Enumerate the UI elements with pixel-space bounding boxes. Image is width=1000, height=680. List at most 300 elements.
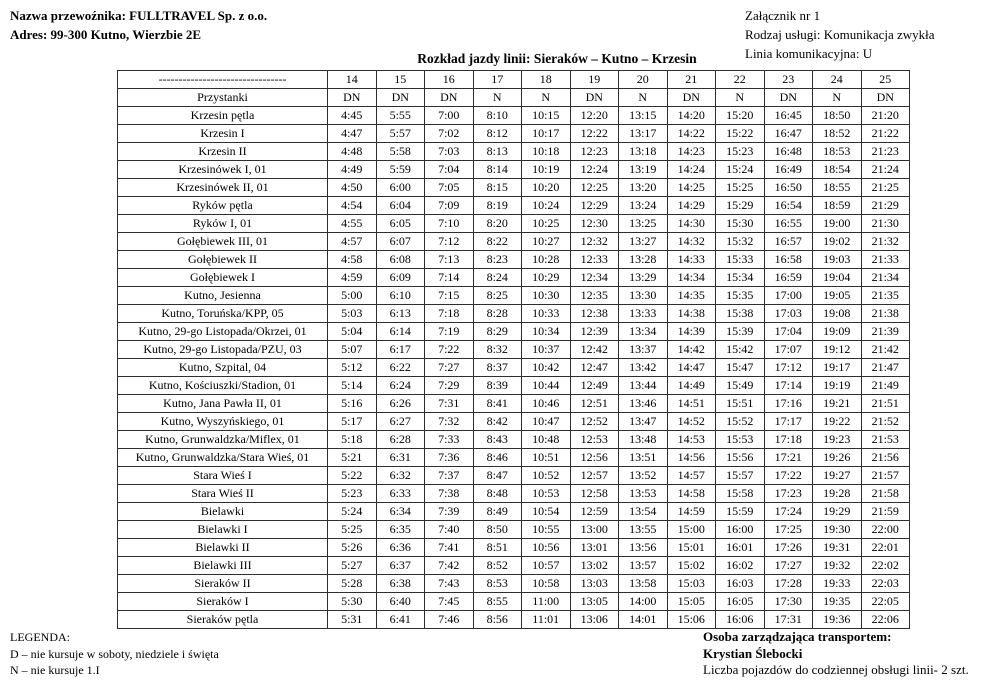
timetable-row — [118, 233, 910, 251]
time-cell: 14:53 — [667, 431, 716, 449]
time-cell: 6:35 — [376, 521, 425, 539]
time-cell: 21:56 — [861, 449, 910, 467]
time-cell: 8:42 — [473, 413, 522, 431]
time-cell: 10:28 — [522, 251, 571, 269]
time-cell: 22:00 — [861, 521, 910, 539]
time-cell: 6:32 — [376, 467, 425, 485]
time-cell: 17:22 — [764, 467, 813, 485]
timetable-row — [118, 269, 910, 287]
time-cell: 15:24 — [716, 161, 765, 179]
time-cell: 6:24 — [376, 377, 425, 395]
time-cell: 6:38 — [376, 575, 425, 593]
time-cell: 6:37 — [376, 557, 425, 575]
time-cell: 5:24 — [328, 503, 377, 521]
time-cell: 8:25 — [473, 287, 522, 305]
stop-name-cell: Bielawki — [118, 503, 328, 521]
time-cell: 21:57 — [861, 467, 910, 485]
timetable-row — [118, 521, 910, 539]
time-cell: 19:03 — [813, 251, 862, 269]
time-cell: 12:57 — [570, 467, 619, 485]
timetable-row — [118, 395, 910, 413]
time-cell: 15:32 — [716, 233, 765, 251]
time-cell: 12:34 — [570, 269, 619, 287]
time-cell: 19:29 — [813, 503, 862, 521]
time-cell: 7:32 — [425, 413, 474, 431]
time-cell: 14:29 — [667, 197, 716, 215]
time-cell: 15:59 — [716, 503, 765, 521]
time-cell: 12:53 — [570, 431, 619, 449]
time-cell: 14:32 — [667, 233, 716, 251]
course-number-cell: 15 — [376, 71, 425, 89]
time-cell: 22:03 — [861, 575, 910, 593]
day-code-cell: DN — [570, 89, 619, 107]
timetable-row — [118, 305, 910, 323]
time-cell: 10:24 — [522, 197, 571, 215]
manager-name: Krystian Ślebocki — [703, 645, 803, 661]
time-cell: 21:42 — [861, 341, 910, 359]
time-cell: 13:01 — [570, 539, 619, 557]
time-cell: 15:22 — [716, 125, 765, 143]
time-cell: 15:34 — [716, 269, 765, 287]
day-code-cell: DN — [425, 89, 474, 107]
time-cell: 19:28 — [813, 485, 862, 503]
time-cell: 14:22 — [667, 125, 716, 143]
time-cell: 19:35 — [813, 593, 862, 611]
time-cell: 21:58 — [861, 485, 910, 503]
timetable-row — [118, 323, 910, 341]
time-cell: 15:35 — [716, 287, 765, 305]
time-cell: 12:39 — [570, 323, 619, 341]
time-cell: 10:52 — [522, 467, 571, 485]
time-cell: 15:52 — [716, 413, 765, 431]
time-cell: 13:58 — [619, 575, 668, 593]
stop-name-cell: Krzesinówek II, 01 — [118, 179, 328, 197]
time-cell: 15:20 — [716, 107, 765, 125]
time-cell: 16:45 — [764, 107, 813, 125]
time-cell: 5:00 — [328, 287, 377, 305]
stops-header-cell: Przystanki — [118, 89, 328, 107]
time-cell: 13:24 — [619, 197, 668, 215]
service-type-label: Rodzaj usługi: Komunikacja zwykła — [745, 27, 935, 42]
time-cell: 14:59 — [667, 503, 716, 521]
time-cell: 15:56 — [716, 449, 765, 467]
stop-name-cell: Krzesin I — [118, 125, 328, 143]
time-cell: 5:07 — [328, 341, 377, 359]
time-cell: 5:30 — [328, 593, 377, 611]
time-cell: 14:42 — [667, 341, 716, 359]
time-cell: 15:02 — [667, 557, 716, 575]
time-cell: 8:19 — [473, 197, 522, 215]
carrier-address: Adres: 99-300 Kutno, Wierzbie 2E — [10, 27, 202, 42]
time-cell: 8:47 — [473, 467, 522, 485]
timetable-row — [118, 557, 910, 575]
time-cell: 15:29 — [716, 197, 765, 215]
manager-label: Osoba zarządzająca transportem: — [703, 629, 892, 644]
time-cell: 21:22 — [861, 125, 910, 143]
time-cell: 18:55 — [813, 179, 862, 197]
time-cell: 13:33 — [619, 305, 668, 323]
time-cell: 15:58 — [716, 485, 765, 503]
course-number-cell: 22 — [716, 71, 765, 89]
time-cell: 8:12 — [473, 125, 522, 143]
time-cell: 19:05 — [813, 287, 862, 305]
time-cell: 7:37 — [425, 467, 474, 485]
attachment-label: Załącznik nr 1 — [745, 8, 821, 23]
time-cell: 12:30 — [570, 215, 619, 233]
timetable-row — [118, 449, 910, 467]
time-cell: 8:39 — [473, 377, 522, 395]
time-cell: 10:33 — [522, 305, 571, 323]
time-cell: 6:28 — [376, 431, 425, 449]
time-cell: 10:18 — [522, 143, 571, 161]
time-cell: 8:13 — [473, 143, 522, 161]
time-cell: 13:05 — [570, 593, 619, 611]
time-cell: 12:56 — [570, 449, 619, 467]
time-cell: 8:49 — [473, 503, 522, 521]
time-cell: 16:54 — [764, 197, 813, 215]
day-code-cell: N — [473, 89, 522, 107]
time-cell: 17:12 — [764, 359, 813, 377]
time-cell: 4:57 — [328, 233, 377, 251]
time-cell: 6:26 — [376, 395, 425, 413]
stop-name-cell: Krzesin pętla — [118, 107, 328, 125]
time-cell: 7:38 — [425, 485, 474, 503]
time-cell: 21:52 — [861, 413, 910, 431]
time-cell: 6:33 — [376, 485, 425, 503]
time-cell: 17:18 — [764, 431, 813, 449]
stop-name-cell: Sieraków I — [118, 593, 328, 611]
stop-name-cell: Kutno, Jana Pawła II, 01 — [118, 395, 328, 413]
time-cell: 15:47 — [716, 359, 765, 377]
stop-name-cell: Kutno, Wyszyńskiego, 01 — [118, 413, 328, 431]
timetable-row — [118, 593, 910, 611]
time-cell: 17:17 — [764, 413, 813, 431]
time-cell: 15:00 — [667, 521, 716, 539]
time-cell: 12:33 — [570, 251, 619, 269]
time-cell: 12:51 — [570, 395, 619, 413]
time-cell: 15:42 — [716, 341, 765, 359]
stop-name-cell: Kutno, Grunwaldzka/Stara Wieś, 01 — [118, 449, 328, 467]
time-cell: 13:00 — [570, 521, 619, 539]
time-cell: 13:46 — [619, 395, 668, 413]
time-cell: 13:52 — [619, 467, 668, 485]
time-cell: 15:30 — [716, 215, 765, 233]
time-cell: 21:47 — [861, 359, 910, 377]
time-cell: 18:52 — [813, 125, 862, 143]
time-cell: 7:14 — [425, 269, 474, 287]
carrier-info — [10, 6, 267, 44]
timetable-row — [118, 197, 910, 215]
time-cell: 13:55 — [619, 521, 668, 539]
timetable-row — [118, 485, 910, 503]
time-cell: 8:52 — [473, 557, 522, 575]
time-cell: 18:50 — [813, 107, 862, 125]
time-cell: 10:19 — [522, 161, 571, 179]
time-cell: 5:58 — [376, 143, 425, 161]
time-cell: 21:20 — [861, 107, 910, 125]
time-cell: 13:48 — [619, 431, 668, 449]
time-cell: 13:34 — [619, 323, 668, 341]
time-cell: 6:27 — [376, 413, 425, 431]
day-code-cell: N — [813, 89, 862, 107]
time-cell: 21:35 — [861, 287, 910, 305]
time-cell: 10:53 — [522, 485, 571, 503]
time-cell: 10:51 — [522, 449, 571, 467]
time-cell: 19:19 — [813, 377, 862, 395]
time-cell: 21:49 — [861, 377, 910, 395]
time-cell: 21:30 — [861, 215, 910, 233]
timetable-row — [118, 125, 910, 143]
timetable-title: Rozkład jazdy linii: Sieraków – Kutno – Krzesin — [417, 51, 697, 66]
time-cell: 10:15 — [522, 107, 571, 125]
stop-name-cell: Kutno, 29-go Listopada/Okrzei, 01 — [118, 323, 328, 341]
time-cell: 13:47 — [619, 413, 668, 431]
time-cell: 7:02 — [425, 125, 474, 143]
stop-name-cell: Ryków I, 01 — [118, 215, 328, 233]
time-cell: 15:05 — [667, 593, 716, 611]
time-cell: 10:47 — [522, 413, 571, 431]
time-cell: 13:51 — [619, 449, 668, 467]
time-cell: 15:01 — [667, 539, 716, 557]
time-cell: 6:00 — [376, 179, 425, 197]
timetable-row — [118, 287, 910, 305]
time-cell: 21:23 — [861, 143, 910, 161]
time-cell: 13:15 — [619, 107, 668, 125]
time-cell: 8:37 — [473, 359, 522, 377]
time-cell: 8:29 — [473, 323, 522, 341]
course-number-cell: 25 — [861, 71, 910, 89]
time-cell: 8:15 — [473, 179, 522, 197]
time-cell: 5:27 — [328, 557, 377, 575]
time-cell: 12:35 — [570, 287, 619, 305]
timetable-row — [118, 611, 910, 629]
time-cell: 16:50 — [764, 179, 813, 197]
time-cell: 18:59 — [813, 197, 862, 215]
time-cell: 21:53 — [861, 431, 910, 449]
time-cell: 13:02 — [570, 557, 619, 575]
time-cell: 7:43 — [425, 575, 474, 593]
time-cell: 21:59 — [861, 503, 910, 521]
time-cell: 10:30 — [522, 287, 571, 305]
time-cell: 12:25 — [570, 179, 619, 197]
legend-item-d: D – nie kursuje w soboty, niedziele i święta — [10, 646, 219, 661]
time-cell: 15:23 — [716, 143, 765, 161]
course-number-row — [118, 71, 910, 89]
course-number-cell: 20 — [619, 71, 668, 89]
time-cell: 14:57 — [667, 467, 716, 485]
time-cell: 7:46 — [425, 611, 474, 629]
time-cell: 8:20 — [473, 215, 522, 233]
time-cell: 21:25 — [861, 179, 910, 197]
time-cell: 5:57 — [376, 125, 425, 143]
stop-name-cell: Stara Wieś I — [118, 467, 328, 485]
course-number-cell: 21 — [667, 71, 716, 89]
time-cell: 13:03 — [570, 575, 619, 593]
time-cell: 15:51 — [716, 395, 765, 413]
stop-name-cell: Kutno, Toruńska/KPP, 05 — [118, 305, 328, 323]
time-cell: 13:17 — [619, 125, 668, 143]
time-cell: 12:47 — [570, 359, 619, 377]
time-cell: 4:58 — [328, 251, 377, 269]
time-cell: 13:28 — [619, 251, 668, 269]
timetable-row — [118, 215, 910, 233]
timetable-row — [118, 413, 910, 431]
time-cell: 12:20 — [570, 107, 619, 125]
time-cell: 16:00 — [716, 521, 765, 539]
time-cell: 14:24 — [667, 161, 716, 179]
time-cell: 4:49 — [328, 161, 377, 179]
time-cell: 17:04 — [764, 323, 813, 341]
time-cell: 7:40 — [425, 521, 474, 539]
time-cell: 21:51 — [861, 395, 910, 413]
time-cell: 8:53 — [473, 575, 522, 593]
time-cell: 21:39 — [861, 323, 910, 341]
time-cell: 16:49 — [764, 161, 813, 179]
time-cell: 15:53 — [716, 431, 765, 449]
time-cell: 8:32 — [473, 341, 522, 359]
time-cell: 13:44 — [619, 377, 668, 395]
stop-name-cell: Kutno, Jesienna — [118, 287, 328, 305]
time-cell: 16:47 — [764, 125, 813, 143]
time-cell: 17:24 — [764, 503, 813, 521]
time-cell: 12:58 — [570, 485, 619, 503]
time-cell: 13:18 — [619, 143, 668, 161]
timetable-row — [118, 341, 910, 359]
time-cell: 17:31 — [764, 611, 813, 629]
stop-name-cell: Bielawki II — [118, 539, 328, 557]
legend-item-n: N – nie kursuje 1.I — [10, 663, 100, 677]
time-cell: 15:06 — [667, 611, 716, 629]
time-cell: 7:45 — [425, 593, 474, 611]
time-cell: 14:49 — [667, 377, 716, 395]
time-cell: 6:36 — [376, 539, 425, 557]
time-cell: 12:29 — [570, 197, 619, 215]
time-cell: 17:16 — [764, 395, 813, 413]
time-cell: 16:06 — [716, 611, 765, 629]
time-cell: 10:42 — [522, 359, 571, 377]
time-cell: 22:02 — [861, 557, 910, 575]
time-cell: 19:08 — [813, 305, 862, 323]
time-cell: 14:30 — [667, 215, 716, 233]
time-cell: 14:00 — [619, 593, 668, 611]
time-cell: 10:34 — [522, 323, 571, 341]
time-cell: 21:34 — [861, 269, 910, 287]
time-cell: 15:39 — [716, 323, 765, 341]
time-cell: 10:20 — [522, 179, 571, 197]
time-cell: 14:51 — [667, 395, 716, 413]
time-cell: 17:07 — [764, 341, 813, 359]
stop-name-cell: Stara Wieś II — [118, 485, 328, 503]
time-cell: 22:06 — [861, 611, 910, 629]
time-cell: 4:59 — [328, 269, 377, 287]
stop-name-cell: Krzesin II — [118, 143, 328, 161]
time-cell: 8:41 — [473, 395, 522, 413]
time-cell: 15:38 — [716, 305, 765, 323]
time-cell: 5:28 — [328, 575, 377, 593]
timetable-row — [118, 161, 910, 179]
time-cell: 10:17 — [522, 125, 571, 143]
transport-manager — [703, 629, 969, 679]
time-cell: 15:25 — [716, 179, 765, 197]
time-cell: 17:21 — [764, 449, 813, 467]
stop-name-cell: Ryków pętla — [118, 197, 328, 215]
time-cell: 14:56 — [667, 449, 716, 467]
day-code-row — [118, 89, 910, 107]
time-cell: 12:49 — [570, 377, 619, 395]
time-cell: 14:38 — [667, 305, 716, 323]
time-cell: 6:22 — [376, 359, 425, 377]
time-cell: 7:29 — [425, 377, 474, 395]
time-cell: 8:10 — [473, 107, 522, 125]
time-cell: 6:41 — [376, 611, 425, 629]
time-cell: 5:16 — [328, 395, 377, 413]
time-cell: 19:30 — [813, 521, 862, 539]
stop-name-cell: Kutno, Szpital, 04 — [118, 359, 328, 377]
stop-name-cell: Kutno, Grunwaldzka/Miflex, 01 — [118, 431, 328, 449]
timetable-row — [118, 467, 910, 485]
time-cell: 7:22 — [425, 341, 474, 359]
time-cell: 7:15 — [425, 287, 474, 305]
time-cell: 12:23 — [570, 143, 619, 161]
course-number-cell: 17 — [473, 71, 522, 89]
time-cell: 5:22 — [328, 467, 377, 485]
time-cell: 21:24 — [861, 161, 910, 179]
time-cell: 16:01 — [716, 539, 765, 557]
time-cell: 7:42 — [425, 557, 474, 575]
time-cell: 10:48 — [522, 431, 571, 449]
time-cell: 8:51 — [473, 539, 522, 557]
time-cell: 5:31 — [328, 611, 377, 629]
time-cell: 14:34 — [667, 269, 716, 287]
time-cell: 14:33 — [667, 251, 716, 269]
time-cell: 15:33 — [716, 251, 765, 269]
timetable-row — [118, 179, 910, 197]
time-cell: 15:03 — [667, 575, 716, 593]
time-cell: 4:54 — [328, 197, 377, 215]
time-cell: 13:56 — [619, 539, 668, 557]
time-cell: 19:09 — [813, 323, 862, 341]
carrier-name: Nazwa przewoźnika: FULLTRAVEL Sp. z o.o. — [10, 8, 268, 23]
timetable-row — [118, 377, 910, 395]
time-cell: 5:59 — [376, 161, 425, 179]
time-cell: 4:45 — [328, 107, 377, 125]
time-cell: 8:24 — [473, 269, 522, 287]
time-cell: 10:55 — [522, 521, 571, 539]
time-cell: 4:50 — [328, 179, 377, 197]
time-cell: 7:13 — [425, 251, 474, 269]
stop-name-cell: Gołębiewek I — [118, 269, 328, 287]
time-cell: 5:18 — [328, 431, 377, 449]
stop-name-cell: Sieraków II — [118, 575, 328, 593]
time-cell: 14:01 — [619, 611, 668, 629]
day-code-cell: N — [619, 89, 668, 107]
time-cell: 8:55 — [473, 593, 522, 611]
time-cell: 10:57 — [522, 557, 571, 575]
time-cell: 6:34 — [376, 503, 425, 521]
time-cell: 19:32 — [813, 557, 862, 575]
time-cell: 5:25 — [328, 521, 377, 539]
timetable — [117, 70, 910, 629]
time-cell: 8:56 — [473, 611, 522, 629]
course-number-cell: 16 — [425, 71, 474, 89]
time-cell: 7:41 — [425, 539, 474, 557]
timetable-row — [118, 539, 910, 557]
legend — [10, 629, 219, 679]
time-cell: 13:06 — [570, 611, 619, 629]
time-cell: 5:03 — [328, 305, 377, 323]
time-cell: 14:58 — [667, 485, 716, 503]
time-cell: 7:27 — [425, 359, 474, 377]
